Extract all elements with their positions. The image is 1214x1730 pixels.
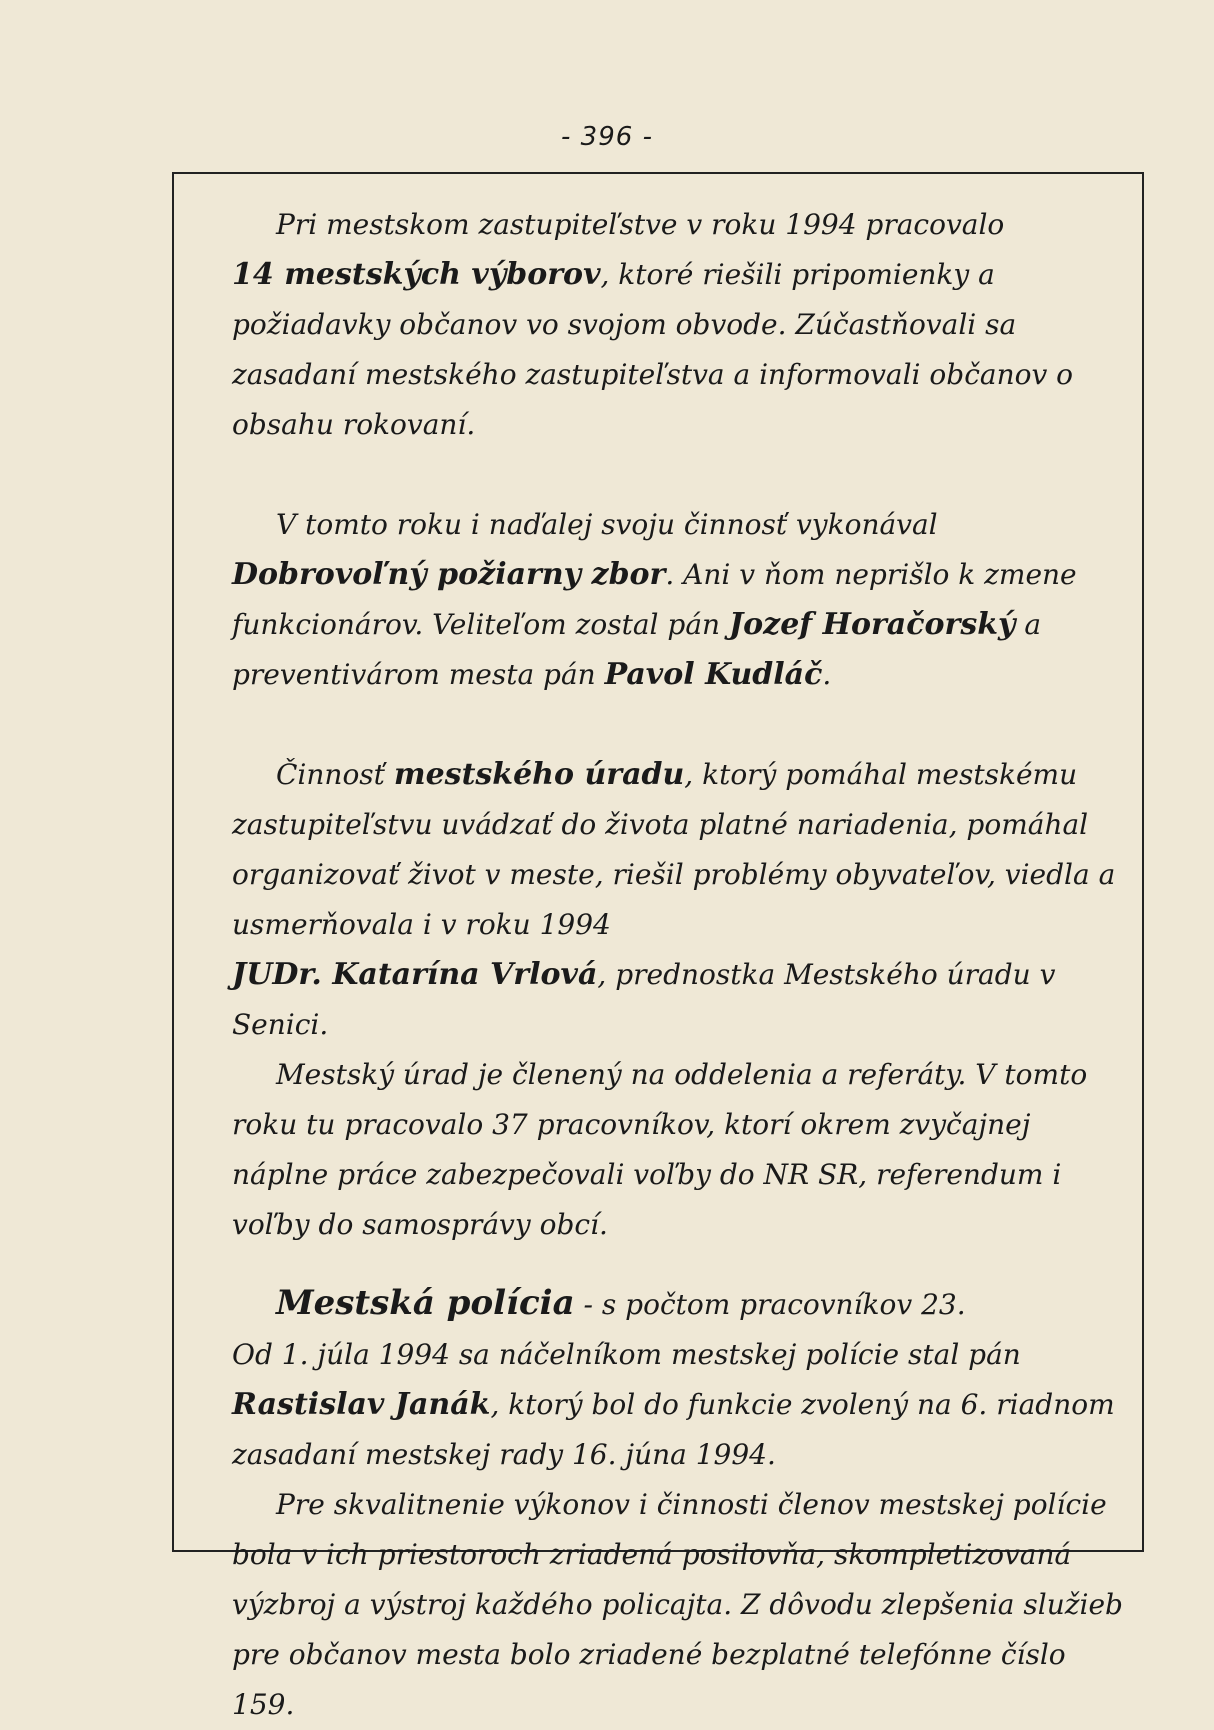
handwritten-text — [232, 200, 1132, 1730]
text-run: Pri mestskom zastupiteľstve v roku 1994 pracovalo — [276, 208, 1005, 241]
text-run: Činnosť — [276, 758, 385, 791]
paragraph-office-structure — [232, 1050, 1132, 1250]
text-run: Pre skvalitnenie výkonov i činnosti členov mestskej polície bola v ich priestoroch zriadená posilovňa, skompletizovaná výzbroj a výstroj každého policajta. Z dôvodu zlepšenia služieb pre občanov mesta bolo zriadené bezplatné telefónne číslo 159. — [232, 1488, 1123, 1721]
highlight-city-police: Mestská polícia — [276, 1283, 575, 1323]
text-run: . Ani v ňom neprišlo k zmene funkcionárov. Veliteľom zostal pán — [232, 558, 1077, 641]
text-run: a preventivárom mesta pán — [232, 608, 1042, 691]
highlight-police-chief-name: Rastislav Janák — [232, 1387, 491, 1422]
text-run: , prednostka Mestského úradu v Senici. — [232, 958, 1056, 1041]
paragraph-city-office — [232, 750, 1132, 1050]
paragraph-fire-brigade — [232, 500, 1132, 700]
text-run: Od 1. júla 1994 sa náčelníkom mestskej polície stal pán — [232, 1338, 1021, 1371]
paragraph-city-police — [232, 1278, 1132, 1480]
text-run: , ktorý pomáhal mestskému zastupiteľstvu uvádzať do života platné nariadenia, pomáhal organizovať život v meste, riešil problémy obyvateľov, viedla a usmerňovala i v roku 1994 — [232, 758, 1116, 941]
text-run: , ktorý bol do funkcie zvolený na 6. riadnom zasadaní mestskej rady 16. júna 1994. — [232, 1388, 1115, 1471]
text-run: . — [822, 658, 832, 691]
highlight-office-head-name: JUDr. Katarína Vrlová — [232, 957, 598, 992]
paragraph-city-committees — [232, 200, 1132, 450]
text-run: Mestský úrad je členený na oddelenia a referáty. V tomto roku tu pracovalo 37 pracovníkov, ktorí okrem zvyčajnej náplne práce zabezpečovali voľby do NR SR, referendum i voľby do samosprávy obcí. — [232, 1058, 1088, 1241]
highlight-city-committees: 14 mestských výborov — [232, 257, 601, 292]
highlight-city-office: mestského úradu — [393, 757, 685, 792]
highlight-commander-name: Jozef Horačorský — [728, 607, 1016, 642]
highlight-preventist-name: Pavol Kudláč — [604, 657, 823, 692]
page-number: - 396 - — [561, 122, 653, 152]
paragraph-police-equipment — [232, 1480, 1132, 1730]
text-run: V tomto roku i naďalej svoju činnosť vykonával — [276, 508, 938, 541]
highlight-fire-brigade: Dobrovoľný požiarny zbor — [232, 557, 666, 592]
text-run: - s počtom pracovníkov 23. — [583, 1288, 966, 1321]
text-run: , ktoré riešili pripomienky a požiadavky občanov vo svojom obvode. Zúčastňovali sa zasadaní mestského zastupiteľstva a informovali občanov o obsahu rokovaní. — [232, 258, 1074, 441]
